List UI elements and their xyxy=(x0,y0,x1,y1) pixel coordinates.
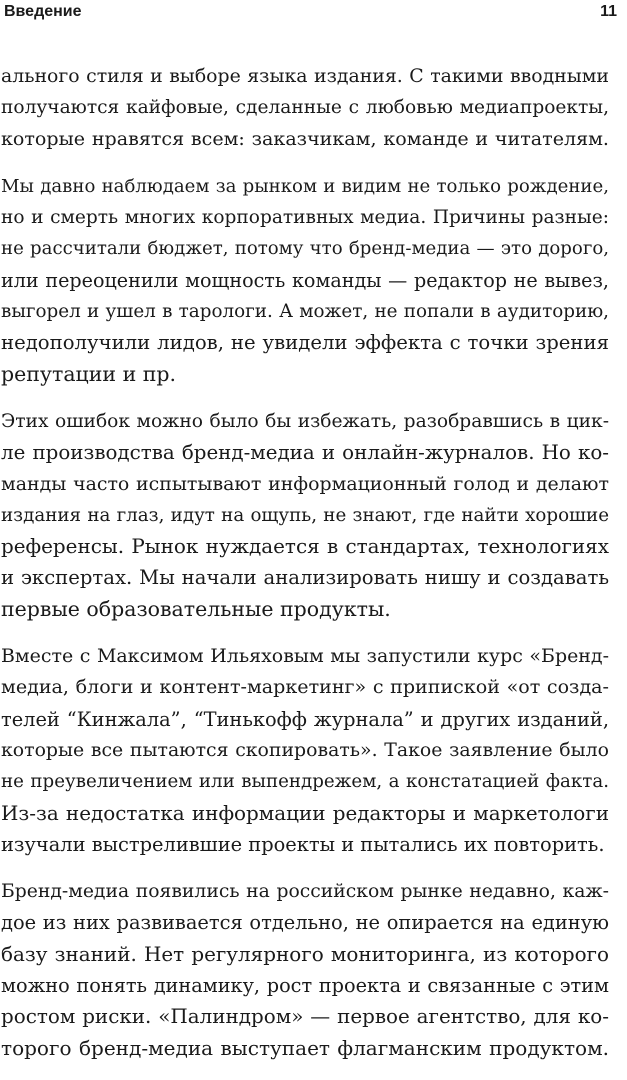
paragraph xyxy=(0,876,627,1064)
paragraph xyxy=(0,171,627,390)
text-line: медиа, блоги и контент-маркетинг» с припиской «от созда- xyxy=(1,676,609,699)
text-line: которые нравятся всем: заказчикам, команде и читателям. xyxy=(1,127,609,150)
text-line: можно понять динамику, рост проекта и связанные с этим xyxy=(1,974,609,998)
page-number: 11 xyxy=(600,3,617,20)
text-line: или переоценили мощность команды — редактор не вывез, xyxy=(1,268,609,292)
text-line: телей “Кинжала”, “Тинькофф журнала” и других изданий, xyxy=(1,707,609,731)
text-line: Вместе с Максимом Ильяховым мы запустили курс «Бренд- xyxy=(1,645,609,668)
text-line: репутации и пр. xyxy=(1,361,177,386)
text-line: недополучили лидов, не увидели эффекта с точки зрения xyxy=(1,331,609,355)
text-line: Этих ошибок можно было бы избежать, разобравшись в цик- xyxy=(1,410,609,432)
text-line: ального стиля и выборе языка издания. С такими вводными xyxy=(1,65,609,87)
paragraph xyxy=(0,61,627,155)
text-line: манды часто испытывают информационный голод и делают xyxy=(1,472,609,495)
text-line: референсы. Рынок нуждается в стандартах, технологиях xyxy=(1,535,609,559)
text-line: которые все пытаются скопировать». Такое заявление было xyxy=(1,738,609,761)
text-line: не рассчитали бюджет, потому что бренд-медиа — это дорого, xyxy=(1,238,609,260)
body-text xyxy=(0,61,627,1080)
text-line: Бренд-медиа появились на российском рынке недавно, каж- xyxy=(1,881,609,903)
text-line: Мы давно наблюдаем за рынком и видим не только рождение, xyxy=(1,175,609,197)
text-line: торого бренд-медиа выступает флагманским продуктом. xyxy=(1,1035,609,1060)
text-line: базу знаний. Нет регулярного мониторинга, из которого xyxy=(1,942,609,966)
text-line: получаются кайфовые, сделанные с любовью медиапроекты, xyxy=(1,97,609,119)
text-line: изучали выстрелившие проекты и пытались их повторить. xyxy=(1,832,605,856)
text-line: выгорел и ушел в тарологи. А может, не попали в аудиторию, xyxy=(1,301,609,323)
section-title: Введение xyxy=(4,3,82,20)
text-line: дое из них развивается отдельно, не опирается на единую xyxy=(1,911,609,935)
text-line: ле производства бренд-медиа и онлайн-журналов. Но ко- xyxy=(1,441,609,465)
paragraph xyxy=(0,641,627,860)
text-line: первые образовательные продукты. xyxy=(1,596,391,621)
text-line: но и смерть многих корпоративных медиа. Причины разные: xyxy=(1,207,609,229)
text-line: издания на глаз, идут на ощупь, не знают, где найти хорошие xyxy=(1,504,609,526)
text-line: ростом риски. «Палиндром» — первое агентство, для ко- xyxy=(1,1005,609,1029)
text-line: и экспертах. Мы начали анализировать нишу и создавать xyxy=(1,566,609,590)
text-line: Из-за недостатка информации редакторы и маркетологи xyxy=(1,801,609,825)
text-line: не преувеличением или выпендрежем, а констатацией факта. xyxy=(1,771,609,793)
paragraph xyxy=(0,406,627,625)
running-head xyxy=(0,0,627,32)
